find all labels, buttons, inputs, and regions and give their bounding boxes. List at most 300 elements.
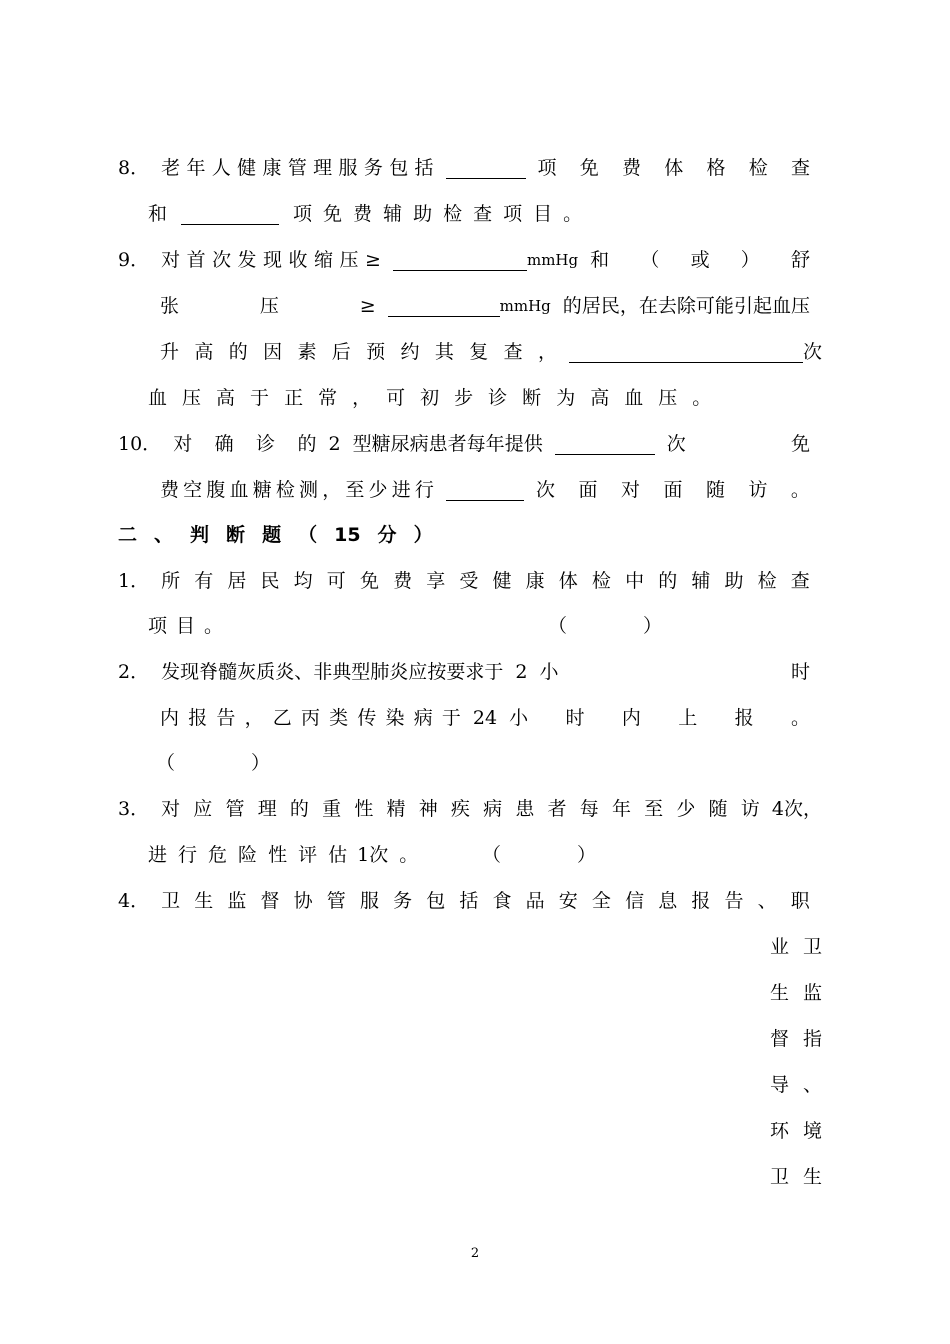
text-char: 年 — [485, 433, 505, 455]
text-char: 民 — [260, 570, 280, 592]
text-char: 、 — [757, 890, 777, 912]
text-char: 体 — [664, 157, 684, 179]
text-char: 费 — [160, 479, 180, 501]
tf3-line-1 — [118, 794, 822, 824]
text-char: 进 — [391, 479, 411, 501]
text-char: 其 — [434, 341, 454, 363]
text-char: 断 — [522, 387, 542, 409]
vertical-char: 卫 — [802, 936, 822, 958]
text-char: 每 — [466, 433, 486, 455]
text-char: 型 — [351, 661, 371, 683]
vertical-char: 境 — [802, 1120, 822, 1142]
heading-char: （ — [298, 524, 318, 546]
text-char: 费 — [353, 203, 373, 225]
tf2-text-3 — [160, 703, 461, 733]
text-char: 脊 — [199, 661, 219, 683]
text-char: 炎 — [275, 661, 295, 683]
text-char: 费 — [622, 157, 642, 179]
text-char: 告 — [724, 890, 744, 912]
tf3-text-1 — [161, 794, 760, 824]
heading-char: 断 — [226, 524, 246, 546]
tf1-text-1 — [161, 566, 810, 596]
text-char: 者 — [547, 798, 567, 820]
q8-text-3: 和 — [148, 203, 168, 225]
text-char: 进 — [148, 844, 168, 866]
q9-text-5 — [160, 337, 557, 367]
text-char: 辅 — [383, 203, 403, 225]
text-char: 对 — [161, 249, 181, 271]
text-char: 评 — [298, 844, 318, 866]
text-char: 约 — [400, 341, 420, 363]
tf2-line-2 — [148, 703, 822, 733]
text-char: 人 — [211, 157, 231, 179]
text-char: 时 — [790, 661, 810, 683]
text-char: 项 — [148, 615, 168, 637]
text-char: 查 — [790, 157, 810, 179]
text-char: 非 — [313, 661, 333, 683]
text-char: 血 — [148, 387, 168, 409]
text-char: 精 — [386, 798, 406, 820]
text-char: 项 — [503, 203, 523, 225]
text-char: 均 — [293, 570, 313, 592]
text-char: 息 — [658, 890, 678, 912]
text-char: 居 — [581, 295, 601, 317]
text-char: 辅 — [691, 570, 711, 592]
tf2-text-2 — [539, 657, 810, 687]
text-char: 费 — [393, 570, 413, 592]
q9-text-2 — [590, 245, 810, 275]
text-char: 包 — [389, 157, 409, 179]
tf3-num-2: 1 — [357, 844, 370, 866]
text-char: 因 — [263, 341, 283, 363]
text-char: 访 — [748, 479, 768, 501]
text-char: 疾 — [450, 798, 470, 820]
text-char: 随 — [705, 479, 725, 501]
q8-blank-2[interactable] — [181, 204, 279, 225]
text-char: 对 — [173, 433, 193, 455]
text-char: 高 — [216, 387, 236, 409]
text-char: 查 — [473, 203, 493, 225]
text-char: 检 — [275, 479, 295, 501]
text-char: 步 — [454, 387, 474, 409]
text-char: 对 — [620, 479, 640, 501]
text-char: 检 — [748, 157, 768, 179]
text-char: 。 — [790, 707, 810, 729]
text-char: 传 — [357, 707, 377, 729]
text-char: 性 — [354, 798, 374, 820]
text-char: 尿 — [390, 433, 410, 455]
text-char: 免 — [359, 570, 379, 592]
text-char: 包 — [426, 890, 446, 912]
text-char: 协 — [293, 890, 313, 912]
q9-text-1 — [161, 245, 381, 275]
text-char: 压 — [790, 295, 810, 317]
text-char: 职 — [790, 890, 810, 912]
text-char: 压 — [658, 387, 678, 409]
q9-unit-2: mmHg — [499, 297, 551, 315]
text-char: 免 — [323, 203, 343, 225]
text-char: 的 — [228, 341, 248, 363]
text-char: 丙 — [300, 707, 320, 729]
vertical-char: 生 — [802, 1166, 822, 1188]
text-char: 求 — [465, 661, 485, 683]
text-char: 染 — [385, 707, 405, 729]
vertical-char: 督 — [770, 1028, 790, 1050]
text-char: 督 — [260, 890, 280, 912]
q9-number: 9． — [118, 249, 150, 271]
text-char: 发 — [161, 661, 181, 683]
text-char: 食 — [492, 890, 512, 912]
text-char: 目 — [533, 203, 553, 225]
text-char: 年 — [186, 157, 206, 179]
q9-blank-3[interactable] — [569, 342, 803, 363]
text-char: 少 — [676, 798, 696, 820]
text-char: 理 — [257, 798, 277, 820]
text-char: 项 — [537, 157, 557, 179]
text-char: 老 — [161, 157, 181, 179]
text-char: 访 — [740, 798, 760, 820]
q8-text-2 — [538, 153, 810, 183]
vertical-char: 生 — [770, 982, 790, 1004]
heading-char: 判 — [190, 524, 210, 546]
tf2-text-1 — [161, 657, 503, 687]
vertical-row — [770, 1062, 822, 1108]
text-char: 提 — [504, 433, 524, 455]
text-char: 乙 — [272, 707, 292, 729]
text-char: 炎 — [389, 661, 409, 683]
text-char: 糖 — [252, 479, 272, 501]
q9-blank-2[interactable] — [388, 296, 500, 317]
text-char: 时 — [565, 707, 585, 729]
text-char: 管 — [287, 157, 307, 179]
text-char: 年 — [611, 798, 631, 820]
text-char: 正 — [284, 387, 304, 409]
text-char: 理 — [313, 157, 333, 179]
vertical-char: 卫 — [770, 1166, 790, 1188]
text-char: ） — [740, 249, 760, 271]
text-char: 全 — [591, 890, 611, 912]
text-char: 次 — [212, 249, 232, 271]
q10-text-4 — [160, 475, 434, 505]
q9-unit-1: mmHg — [526, 251, 579, 269]
text-char: 血 — [229, 479, 249, 501]
text-char: 每 — [579, 798, 599, 820]
text-char: 测 — [299, 479, 319, 501]
text-char: 现 — [263, 249, 283, 271]
text-char: 内 — [160, 707, 180, 729]
text-char: 信 — [625, 890, 645, 912]
text-char: 供 — [523, 433, 543, 455]
heading-char: 15 — [334, 524, 361, 546]
text-char: 的 — [562, 295, 582, 317]
tf4-line-1 — [118, 886, 822, 916]
text-char: 于 — [441, 707, 461, 729]
text-char: 随 — [708, 798, 728, 820]
heading-char: 题 — [262, 524, 282, 546]
text-char: 助 — [413, 203, 433, 225]
tf3-number: 3． — [118, 798, 150, 820]
text-char: 居 — [227, 570, 247, 592]
text-char: 括 — [414, 157, 434, 179]
text-char: 所 — [161, 570, 181, 592]
tf1-answer-paren[interactable]: （ ） — [548, 615, 663, 637]
q8-blank-1[interactable] — [446, 158, 526, 179]
text-char: 民 — [600, 295, 620, 317]
tf2-answer-paren[interactable]: （ ） — [156, 752, 271, 774]
text-char: 升 — [160, 341, 180, 363]
text-char: 健 — [237, 157, 257, 179]
tf1-text-2 — [148, 611, 223, 641]
text-char: 康 — [525, 570, 545, 592]
tf3-text-4 — [369, 840, 418, 870]
q10-number: 10． — [118, 433, 162, 455]
text-char: 除 — [676, 295, 696, 317]
text-char: 缩 — [314, 249, 334, 271]
vertical-row — [770, 924, 822, 970]
text-char: 少 — [368, 479, 388, 501]
text-char: ， — [244, 707, 264, 729]
text-char: 受 — [459, 570, 479, 592]
text-char: 面 — [578, 479, 598, 501]
text-char: 初 — [420, 387, 440, 409]
text-char: 管 — [225, 798, 245, 820]
text-char: 素 — [297, 341, 317, 363]
text-char: 务 — [363, 157, 383, 179]
text-char: 能 — [714, 295, 734, 317]
text-char: 项 — [293, 203, 313, 225]
text-char: 预 — [366, 341, 386, 363]
text-char: 为 — [556, 387, 576, 409]
text-char: 估 — [328, 844, 348, 866]
text-char: 危 — [208, 844, 228, 866]
tf3-num: 4 — [771, 798, 784, 820]
text-char: 的 — [658, 570, 678, 592]
q8-text-1 — [161, 153, 433, 183]
text-char: 现 — [180, 661, 200, 683]
text-char: 查 — [790, 570, 810, 592]
vertical-char: 业 — [770, 936, 790, 958]
tf2-line-1 — [118, 657, 822, 687]
text-char: 行 — [414, 479, 434, 501]
tf2-number: 2． — [118, 661, 150, 683]
text-char: 高 — [194, 341, 214, 363]
text-char: 至 — [644, 798, 664, 820]
text-char: 者 — [447, 433, 467, 455]
q10-blank-2[interactable] — [446, 480, 524, 501]
text-char: 报 — [188, 707, 208, 729]
text-char: 或 — [690, 249, 710, 271]
text-char: 次 — [666, 433, 686, 455]
text-char: 监 — [227, 890, 247, 912]
tf2-num-2: 24 — [472, 707, 498, 729]
text-char: 血 — [771, 295, 791, 317]
text-char: 检 — [591, 570, 611, 592]
text-char: 首 — [186, 249, 206, 271]
text-char: 空 — [183, 479, 203, 501]
text-char: 重 — [322, 798, 342, 820]
text-char: ， — [322, 479, 342, 501]
text-char: 。 — [790, 479, 810, 501]
heading-char: 、 — [154, 524, 174, 546]
text-char: 康 — [262, 157, 282, 179]
text-char: 可 — [386, 387, 406, 409]
text-char: 报 — [734, 707, 754, 729]
text-char: 血 — [624, 387, 644, 409]
q9-line-3 — [148, 337, 822, 367]
text-char: 患 — [515, 798, 535, 820]
tf2-num: 2 — [515, 661, 528, 683]
text-char: 可 — [326, 570, 346, 592]
tf2-text-4 — [509, 703, 810, 733]
text-char: 务 — [393, 890, 413, 912]
text-char: 服 — [338, 157, 358, 179]
text-char: 的 — [289, 798, 309, 820]
text-char: 查 — [503, 341, 523, 363]
text-char: 次 — [369, 844, 389, 866]
text-char: 对 — [161, 798, 181, 820]
q9-blank-1[interactable] — [393, 250, 527, 271]
text-char: ， — [352, 387, 372, 409]
text-char: 张 — [160, 295, 180, 317]
text-char: 肺 — [370, 661, 390, 683]
text-char: 引 — [733, 295, 753, 317]
text-char: 起 — [752, 295, 772, 317]
q8-number: 8． — [118, 157, 150, 179]
text-char: 病 — [409, 433, 429, 455]
tf1-line-2 — [148, 611, 822, 641]
text-char: ， — [537, 341, 557, 363]
q10-text-1 — [173, 429, 316, 459]
text-char: 至 — [345, 479, 365, 501]
tf3-text-3 — [148, 840, 347, 870]
q10-line-1 — [118, 429, 822, 459]
text-char: 典 — [332, 661, 352, 683]
text-char: 报 — [691, 890, 711, 912]
tf4-vertical-text — [770, 924, 822, 1200]
text-char: 按 — [427, 661, 447, 683]
vertical-char: 导 — [770, 1074, 790, 1096]
q10-line-2 — [148, 475, 822, 505]
text-char: ≥ — [364, 249, 381, 271]
q9-text-6: 次 — [802, 341, 822, 363]
text-char: 品 — [525, 890, 545, 912]
text-char: 免 — [790, 433, 810, 455]
text-char: 括 — [459, 890, 479, 912]
text-char: 确 — [214, 433, 234, 455]
tf3-answer-paren[interactable]: （ ） — [482, 844, 597, 866]
q10-num-2: 2 — [328, 433, 341, 455]
text-char: 卫 — [161, 890, 181, 912]
q8-line-1 — [118, 153, 822, 183]
text-char: 。 — [399, 844, 419, 866]
text-char: 性 — [268, 844, 288, 866]
text-char: 发 — [237, 249, 257, 271]
text-char: 质 — [256, 661, 276, 683]
text-char: 管 — [326, 890, 346, 912]
text-char: 髓 — [218, 661, 238, 683]
text-char: 在 — [638, 295, 658, 317]
text-char: 患 — [428, 433, 448, 455]
page-number: 2 — [470, 1246, 480, 1261]
text-char: 高 — [590, 387, 610, 409]
text-char: 舒 — [791, 249, 811, 271]
text-char: 收 — [288, 249, 308, 271]
text-char: 服 — [359, 890, 379, 912]
text-char: 检 — [757, 570, 777, 592]
q9-line-1 — [118, 245, 822, 275]
text-char: 灰 — [237, 661, 257, 683]
text-char: 神 — [418, 798, 438, 820]
q9-text-3 — [160, 291, 376, 321]
text-char: 应 — [408, 661, 428, 683]
text-char: 压 — [182, 387, 202, 409]
text-char: 于 — [484, 661, 504, 683]
text-char: 病 — [413, 707, 433, 729]
vertical-char: 监 — [802, 982, 822, 1004]
text-char: 压 — [339, 249, 359, 271]
text-char: 次 — [536, 479, 556, 501]
text-char: 型 — [352, 433, 372, 455]
q10-text-2 — [353, 429, 543, 459]
text-char: 糖 — [371, 433, 391, 455]
text-char: 应 — [193, 798, 213, 820]
text-char: 目 — [176, 615, 196, 637]
text-char: 中 — [625, 570, 645, 592]
text-char: 生 — [194, 890, 214, 912]
text-char: 后 — [331, 341, 351, 363]
text-char: 上 — [678, 707, 698, 729]
text-char: 要 — [446, 661, 466, 683]
text-char: 、 — [294, 661, 314, 683]
text-char: 。 — [563, 203, 583, 225]
text-char: 助 — [724, 570, 744, 592]
q9-text-7 — [148, 383, 711, 413]
heading-char: ） — [413, 524, 433, 546]
text-char: （ — [640, 249, 660, 271]
vertical-char: 、 — [802, 1074, 822, 1096]
q9-line-2 — [148, 291, 822, 321]
text-char: 可 — [695, 295, 715, 317]
text-char: 面 — [663, 479, 683, 501]
tf4-number: 4． — [118, 890, 150, 912]
text-char: 常 — [318, 387, 338, 409]
text-char: 压 — [259, 295, 279, 317]
text-char: 格 — [706, 157, 726, 179]
text-char: 免 — [579, 157, 599, 179]
tf1-line-1 — [118, 566, 822, 596]
q8-text-4 — [293, 199, 582, 229]
q8-line-2 — [148, 199, 822, 229]
text-char: ≥ — [359, 295, 376, 317]
section-2-heading — [118, 520, 822, 550]
text-char: 诊 — [488, 387, 508, 409]
text-char: ， — [619, 295, 639, 317]
q10-text-3 — [667, 429, 810, 459]
vertical-row — [770, 1108, 822, 1154]
text-char: 内 — [621, 707, 641, 729]
text-char: 健 — [492, 570, 512, 592]
text-char: 。 — [692, 387, 712, 409]
vertical-row — [770, 1154, 822, 1200]
text-char: 类 — [329, 707, 349, 729]
text-char: 享 — [426, 570, 446, 592]
q10-blank-1[interactable] — [555, 434, 655, 455]
text-char: 险 — [238, 844, 258, 866]
vertical-row — [770, 1016, 822, 1062]
text-char: 行 — [178, 844, 198, 866]
tf4-text-1 — [161, 886, 810, 916]
text-char: 复 — [469, 341, 489, 363]
